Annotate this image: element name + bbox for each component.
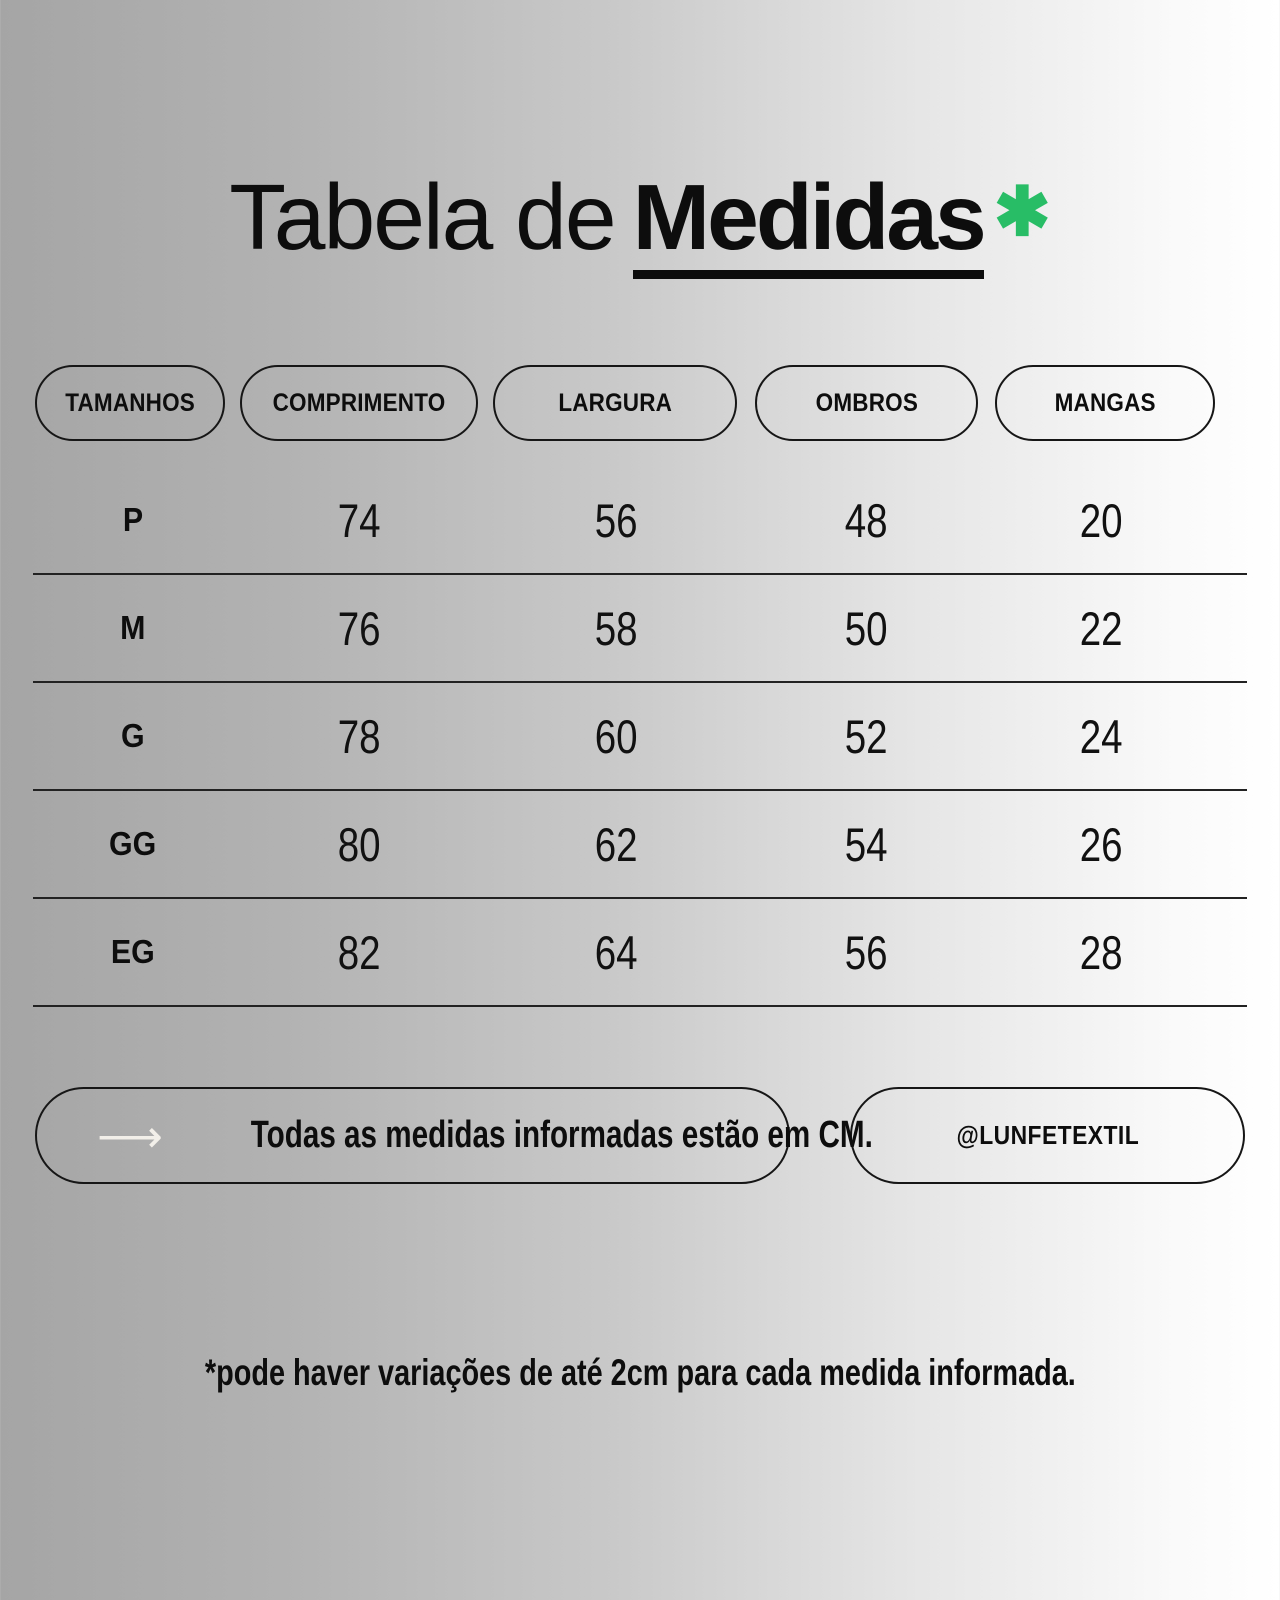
value-largura: 58 — [594, 601, 638, 655]
header-pill-ombros — [755, 365, 978, 441]
size-label: GG — [109, 825, 157, 863]
value-mangas: 28 — [1079, 925, 1123, 979]
header-label: LARGURA — [558, 388, 672, 417]
value-comprimento: 82 — [338, 925, 381, 979]
asterisk-icon: ✱ — [993, 174, 1051, 250]
footer-pills — [35, 1087, 1245, 1184]
value-largura: 62 — [594, 817, 638, 871]
header-label: TAMANHOS — [65, 388, 195, 417]
value-ombros: 56 — [845, 925, 888, 979]
brand-handle-text: @LUNFETEXTIL — [956, 1120, 1139, 1151]
cm-note-pill — [35, 1087, 873, 1184]
value-comprimento: 80 — [338, 817, 381, 871]
value-comprimento: 74 — [338, 493, 381, 547]
value-largura: 60 — [594, 709, 638, 763]
arrow-right-icon: ⟶ — [97, 1109, 163, 1162]
size-table — [33, 467, 1247, 1007]
page-title — [0, 166, 1280, 279]
brand-handle-pill — [850, 1087, 1245, 1184]
value-ombros: 48 — [845, 493, 888, 547]
page-title-regular: Tabela de — [229, 165, 615, 269]
table-header-row — [35, 365, 1245, 441]
header-pill-tamanhos — [35, 365, 225, 441]
header-label: MANGAS — [1054, 388, 1156, 417]
header-label: COMPRIMENTO — [272, 388, 446, 417]
table-row-eg — [33, 899, 1247, 1007]
value-mangas: 24 — [1079, 709, 1123, 763]
value-mangas: 20 — [1079, 493, 1123, 547]
header-pill-largura — [493, 365, 737, 441]
value-mangas: 26 — [1079, 817, 1123, 871]
value-ombros: 50 — [845, 601, 888, 655]
value-largura: 56 — [594, 493, 638, 547]
header-label: OMBROS — [815, 388, 918, 417]
size-label: P — [122, 501, 144, 539]
value-mangas: 22 — [1079, 601, 1123, 655]
table-row-p — [33, 467, 1247, 575]
value-comprimento: 78 — [338, 709, 381, 763]
table-row-m — [33, 575, 1247, 683]
value-ombros: 54 — [845, 817, 888, 871]
disclaimer-text: *pode haver variações de até 2cm para cada medida informada. — [204, 1352, 1076, 1394]
value-largura: 64 — [594, 925, 638, 979]
size-label: G — [121, 717, 145, 755]
size-label: M — [120, 609, 146, 647]
cm-note-text: Todas as medidas informadas estão em CM. — [250, 1114, 873, 1157]
table-row-g — [33, 683, 1247, 791]
value-ombros: 52 — [845, 709, 888, 763]
header-pill-mangas — [995, 365, 1215, 441]
value-comprimento: 76 — [338, 601, 381, 655]
table-row-gg — [33, 791, 1247, 899]
header-pill-comprimento — [240, 365, 478, 441]
size-label: EG — [111, 933, 155, 971]
page-title-highlight: Medidas — [633, 166, 984, 279]
